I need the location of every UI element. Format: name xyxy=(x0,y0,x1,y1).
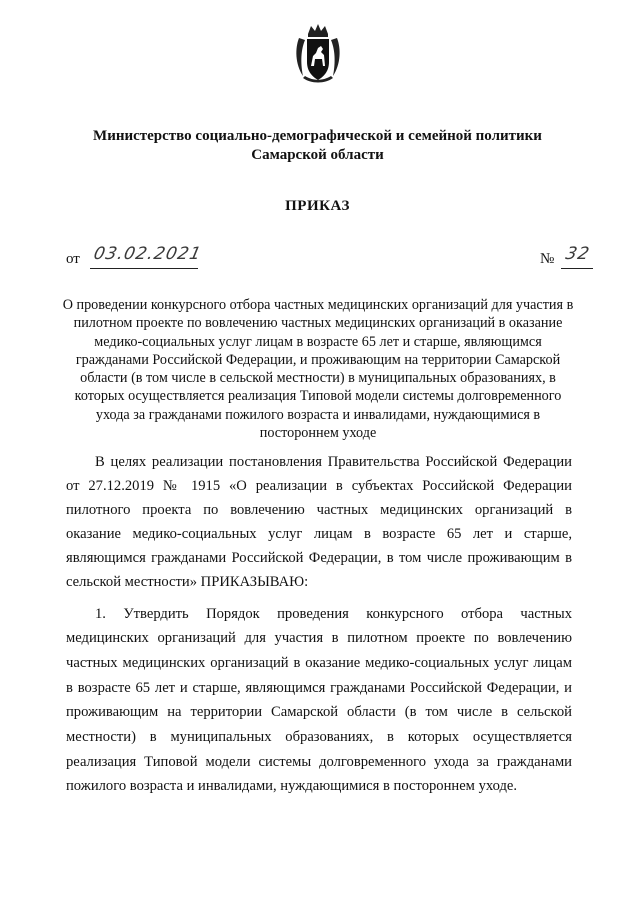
ministry-title xyxy=(60,127,575,165)
order-subject: О проведении конкурсного отбора частных медицинских организаций для участия в пилотном проекте по вовлечению частных медицинских организаций в оказание медико-социальных услуг лицам в возрасте 65 лет и старше, являющимся гражданами Российской Федерации, и проживающим на территории Самарской области (в том числе в сельской местности) в муниципальных образованиях, в которых осуществляется реализация Типовой модели системы долговременного ухода за гражданами пожилого возраста и инвалидами, нуждающимися в постороннем уходе xyxy=(62,297,574,442)
handwritten-date: 03.02.2021 xyxy=(91,244,204,264)
date-underline xyxy=(90,268,198,269)
document-type: ПРИКАЗ xyxy=(285,198,350,214)
ministry-line-2: Самарской области xyxy=(251,147,384,163)
order-body xyxy=(66,450,572,799)
ministry-line-1: Министерство социально-демографической и семейной политики xyxy=(93,128,542,144)
handwritten-number: 32 xyxy=(563,244,592,264)
body-paragraph-2: 1. Утвердить Порядок проведения конкурсного отбора частных медицинских организаций для участия в пилотном проекте по вовлечению частных медицинских организаций в оказание медико-социальных услуг лицам в возрасте 65 лет и старше, являющимся гражданами Российской Федерации, и проживающим на территории Самарской области (в том числе в сельской местности) в муниципальных образованиях, в которых осуществляется реализация Типовой модели системы долговременного ухода за гражданами пожилого возраста и инвалидами, нуждающимися в постороннем уходе. xyxy=(66,605,572,795)
number-underline xyxy=(561,268,593,269)
date-prefix: от xyxy=(66,251,80,267)
samara-coat-of-arms-icon xyxy=(293,22,343,86)
body-paragraph-1: В целях реализации постановления Правительства Российской Федерации от 27.12.2019 № 1915 «О реализации в субъектах Российской Федерации пилотного проекта по вовлечению частных медицинских организаций в оказание медико-социальных услуг лицам в возрасте 65 лет и старше, являющимся гражданами Российской Федерации, в том числе проживающим в сельской местности» ПРИКАЗЫВАЮ: xyxy=(66,454,572,591)
number-prefix: № xyxy=(540,251,555,267)
